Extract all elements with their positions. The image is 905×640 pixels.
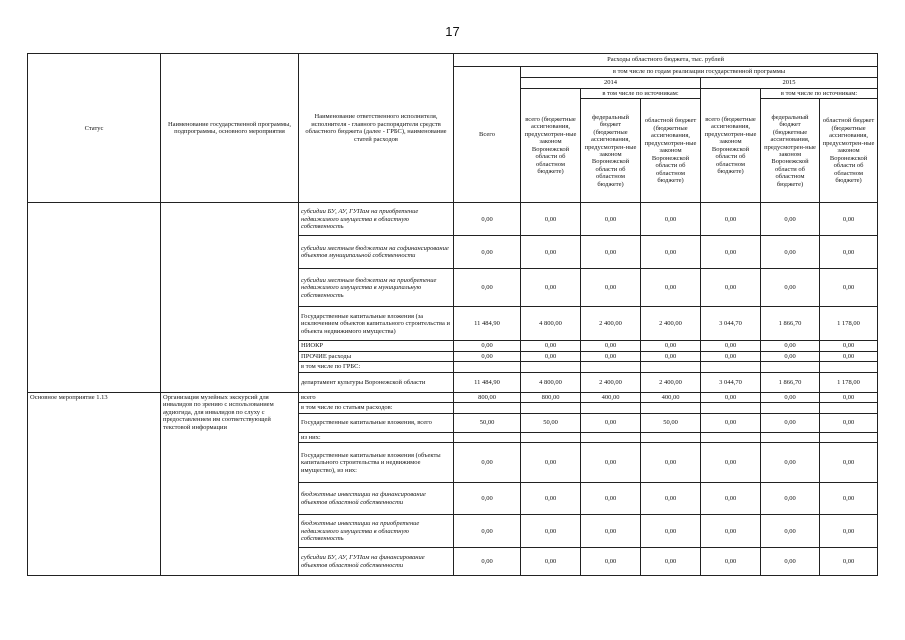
header-executor: Наименование ответственного исполнителя, исполнителя - главного распорядителя средств областного бюджета (далее - ГРБС), наименование статей расходов — [299, 54, 454, 203]
value-cell — [581, 432, 641, 442]
value-cell — [521, 403, 581, 413]
row-label: ПРОЧИЕ расходы — [299, 351, 454, 361]
row-label: Государственные капитальные вложения (за исключением объектов капитального строительства и объекта недвижимого имущества) — [299, 307, 454, 341]
value-cell — [641, 403, 701, 413]
value-cell: 0,00 — [820, 483, 878, 515]
value-cell — [761, 403, 820, 413]
value-cell: 2 400,00 — [641, 372, 701, 392]
row-label: субсидии БУ, АУ, ГУПам на приобретение недвижимого имущества в областную собственность — [299, 203, 454, 236]
row-label: субсидии местным бюджетам на софинансирование объектов муниципальной собственности — [299, 236, 454, 269]
value-cell: 50,00 — [641, 413, 701, 432]
value-cell: 50,00 — [521, 413, 581, 432]
program-name-cell — [161, 203, 299, 392]
section-1 — [28, 203, 878, 392]
header-expenses: Расходы областного бюджета, тыс. рублей — [454, 54, 878, 67]
value-cell: 0,00 — [521, 341, 581, 351]
value-cell: 0,00 — [701, 351, 761, 361]
row-label: субсидии БУ, АУ, ГУПам на финансирование объектов областной собственности — [299, 548, 454, 576]
value-cell: 0,00 — [521, 443, 581, 483]
value-cell: 3 044,70 — [701, 372, 761, 392]
row-label: в том числе по ГРБС: — [299, 362, 454, 372]
header-by-years: в том числе по годам реализации государственной программы — [521, 67, 878, 78]
value-cell: 4 800,00 — [521, 307, 581, 341]
value-cell: 0,00 — [701, 269, 761, 307]
value-cell: 0,00 — [581, 515, 641, 548]
row-label: бюджетные инвестиции на финансирование объектов областной собственности — [299, 483, 454, 515]
value-cell — [820, 362, 878, 372]
value-cell: 0,00 — [454, 269, 521, 307]
value-cell: 0,00 — [820, 203, 878, 236]
value-cell: 0,00 — [581, 548, 641, 576]
value-cell: 0,00 — [454, 236, 521, 269]
value-cell: 0,00 — [521, 269, 581, 307]
value-cell: 0,00 — [581, 483, 641, 515]
value-cell: 400,00 — [641, 392, 701, 402]
value-cell: 0,00 — [761, 392, 820, 402]
value-cell: 3 044,70 — [701, 307, 761, 341]
value-cell: 0,00 — [581, 203, 641, 236]
value-cell: 800,00 — [521, 392, 581, 402]
value-cell — [521, 432, 581, 442]
row-label: бюджетные инвестиции на приобретение недвижимого имущества в областную собственность — [299, 515, 454, 548]
value-cell: 0,00 — [641, 515, 701, 548]
value-cell: 0,00 — [761, 269, 820, 307]
value-cell: 0,00 — [761, 351, 820, 361]
value-cell: 0,00 — [454, 548, 521, 576]
row-label: в том числе по статьям расходов: — [299, 403, 454, 413]
row-label: департамент культуры Воронежской области — [299, 372, 454, 392]
value-cell: 0,00 — [581, 236, 641, 269]
header-sources-2015: в том числе по источникам: — [761, 89, 878, 99]
value-cell: 0,00 — [820, 351, 878, 361]
value-cell: 0,00 — [581, 443, 641, 483]
table-row — [28, 203, 878, 236]
header-sources-2014: в том числе по источникам: — [581, 89, 701, 99]
header-federal-2014: федеральный бюджет (бюджетные ассигнования, предусмотрен-ные законом Воронежской области об областном бюджете) — [581, 99, 641, 203]
value-cell: 0,00 — [820, 413, 878, 432]
value-cell: 0,00 — [521, 351, 581, 361]
value-cell: 0,00 — [521, 203, 581, 236]
value-cell: 0,00 — [761, 483, 820, 515]
value-cell: 0,00 — [581, 269, 641, 307]
value-cell: 0,00 — [641, 443, 701, 483]
value-cell: 0,00 — [701, 413, 761, 432]
program-name-cell: Организация музейных экскурсий для инвалидов по зрению с использованием аудиогида, для инвалидов по слуху с предоставлением им соответствующей текстовой информации — [161, 392, 299, 575]
value-cell: 2 400,00 — [641, 307, 701, 341]
page-number: 17 — [445, 24, 460, 39]
value-cell: 0,00 — [454, 351, 521, 361]
value-cell: 0,00 — [641, 269, 701, 307]
value-cell: 0,00 — [641, 483, 701, 515]
value-cell: 0,00 — [454, 483, 521, 515]
value-cell — [820, 403, 878, 413]
value-cell: 0,00 — [521, 483, 581, 515]
value-cell: 11 484,90 — [454, 372, 521, 392]
header-program-name: Наименование государственной программы, подпрограммы, основного мероприятия — [161, 54, 299, 203]
value-cell: 0,00 — [521, 515, 581, 548]
table-row — [28, 392, 878, 402]
value-cell: 0,00 — [641, 548, 701, 576]
value-cell: 0,00 — [820, 443, 878, 483]
value-cell: 50,00 — [454, 413, 521, 432]
value-cell — [521, 362, 581, 372]
status-cell — [28, 203, 161, 392]
value-cell: 400,00 — [581, 392, 641, 402]
value-cell — [641, 432, 701, 442]
value-cell — [701, 403, 761, 413]
value-cell — [454, 432, 521, 442]
value-cell — [701, 362, 761, 372]
value-cell: 0,00 — [761, 413, 820, 432]
value-cell: 0,00 — [641, 341, 701, 351]
header-federal-2015: федеральный бюджет (бюджетные ассигнования, предусмотрен-ные законом Воронежской области об областном бюджете) — [761, 99, 820, 203]
value-cell: 0,00 — [701, 548, 761, 576]
value-cell: 0,00 — [820, 341, 878, 351]
value-cell: 0,00 — [701, 483, 761, 515]
value-cell: 800,00 — [454, 392, 521, 402]
value-cell: 0,00 — [761, 515, 820, 548]
value-cell: 0,00 — [701, 443, 761, 483]
section-2 — [28, 392, 878, 575]
value-cell: 11 484,90 — [454, 307, 521, 341]
value-cell: 0,00 — [521, 548, 581, 576]
value-cell — [581, 362, 641, 372]
status-cell: Основное мероприятие 1.13 — [28, 392, 161, 575]
value-cell: 0,00 — [454, 341, 521, 351]
value-cell: 0,00 — [761, 341, 820, 351]
value-cell: 0,00 — [761, 236, 820, 269]
value-cell: 2 400,00 — [581, 372, 641, 392]
value-cell — [641, 362, 701, 372]
header-status: Статус — [28, 54, 161, 203]
value-cell: 1 866,70 — [761, 372, 820, 392]
row-label: субсидии местным бюджетам на приобретение недвижимого имущества в муниципальную собственность — [299, 269, 454, 307]
value-cell: 0,00 — [820, 515, 878, 548]
value-cell: 0,00 — [701, 515, 761, 548]
row-label: из них: — [299, 432, 454, 442]
value-cell: 0,00 — [701, 236, 761, 269]
value-cell: 0,00 — [820, 236, 878, 269]
value-cell — [454, 362, 521, 372]
value-cell — [761, 362, 820, 372]
value-cell: 4 800,00 — [521, 372, 581, 392]
value-cell: 0,00 — [761, 443, 820, 483]
header-year-2015: 2015 — [701, 78, 878, 89]
value-cell: 2 400,00 — [581, 307, 641, 341]
value-cell: 1 866,70 — [761, 307, 820, 341]
value-cell: 0,00 — [581, 341, 641, 351]
value-cell: 0,00 — [701, 341, 761, 351]
value-cell — [454, 403, 521, 413]
value-cell: 0,00 — [820, 392, 878, 402]
header-total: Всего — [454, 67, 521, 203]
value-cell: 0,00 — [701, 203, 761, 236]
value-cell: 0,00 — [581, 351, 641, 361]
value-cell: 0,00 — [521, 236, 581, 269]
value-cell: 0,00 — [454, 203, 521, 236]
value-cell — [581, 403, 641, 413]
value-cell: 0,00 — [761, 203, 820, 236]
value-cell: 0,00 — [641, 203, 701, 236]
row-label: Государственные капитальные вложения, всего — [299, 413, 454, 432]
value-cell: 0,00 — [454, 515, 521, 548]
value-cell: 0,00 — [761, 548, 820, 576]
row-label: Государственные капитальные вложения (объекты капитального строительства и недвижимое имущество), из них: — [299, 443, 454, 483]
header-col-all-2015: всего (бюджетные ассигнования, предусмотрен-ные законом Воронежской области об областном бюджете) — [701, 89, 761, 203]
value-cell — [761, 432, 820, 442]
row-label: НИОКР — [299, 341, 454, 351]
value-cell: 1 178,00 — [820, 307, 878, 341]
value-cell — [820, 432, 878, 442]
value-cell: 0,00 — [581, 413, 641, 432]
value-cell: 0,00 — [641, 236, 701, 269]
header-regional-2014: областной бюджет (бюджетные ассигнования, предусмотрен-ные законом Воронежской области об областном бюджете) — [641, 99, 701, 203]
value-cell: 0,00 — [820, 548, 878, 576]
header-regional-2015: областной бюджет (бюджетные ассигнования, предусмотрен-ные законом Воронежской области об областном бюджете) — [820, 99, 878, 203]
value-cell — [701, 432, 761, 442]
header-col-all-2014: всего (бюджетные ассигнования, предусмотрен-ные законом Воронежской области об областном бюджете) — [521, 89, 581, 203]
value-cell: 0,00 — [701, 392, 761, 402]
value-cell: 0,00 — [820, 269, 878, 307]
budget-table — [27, 53, 878, 576]
value-cell: 0,00 — [641, 351, 701, 361]
value-cell: 0,00 — [454, 443, 521, 483]
header-year-2014: 2014 — [521, 78, 701, 89]
row-label: всего — [299, 392, 454, 402]
value-cell: 1 178,00 — [820, 372, 878, 392]
